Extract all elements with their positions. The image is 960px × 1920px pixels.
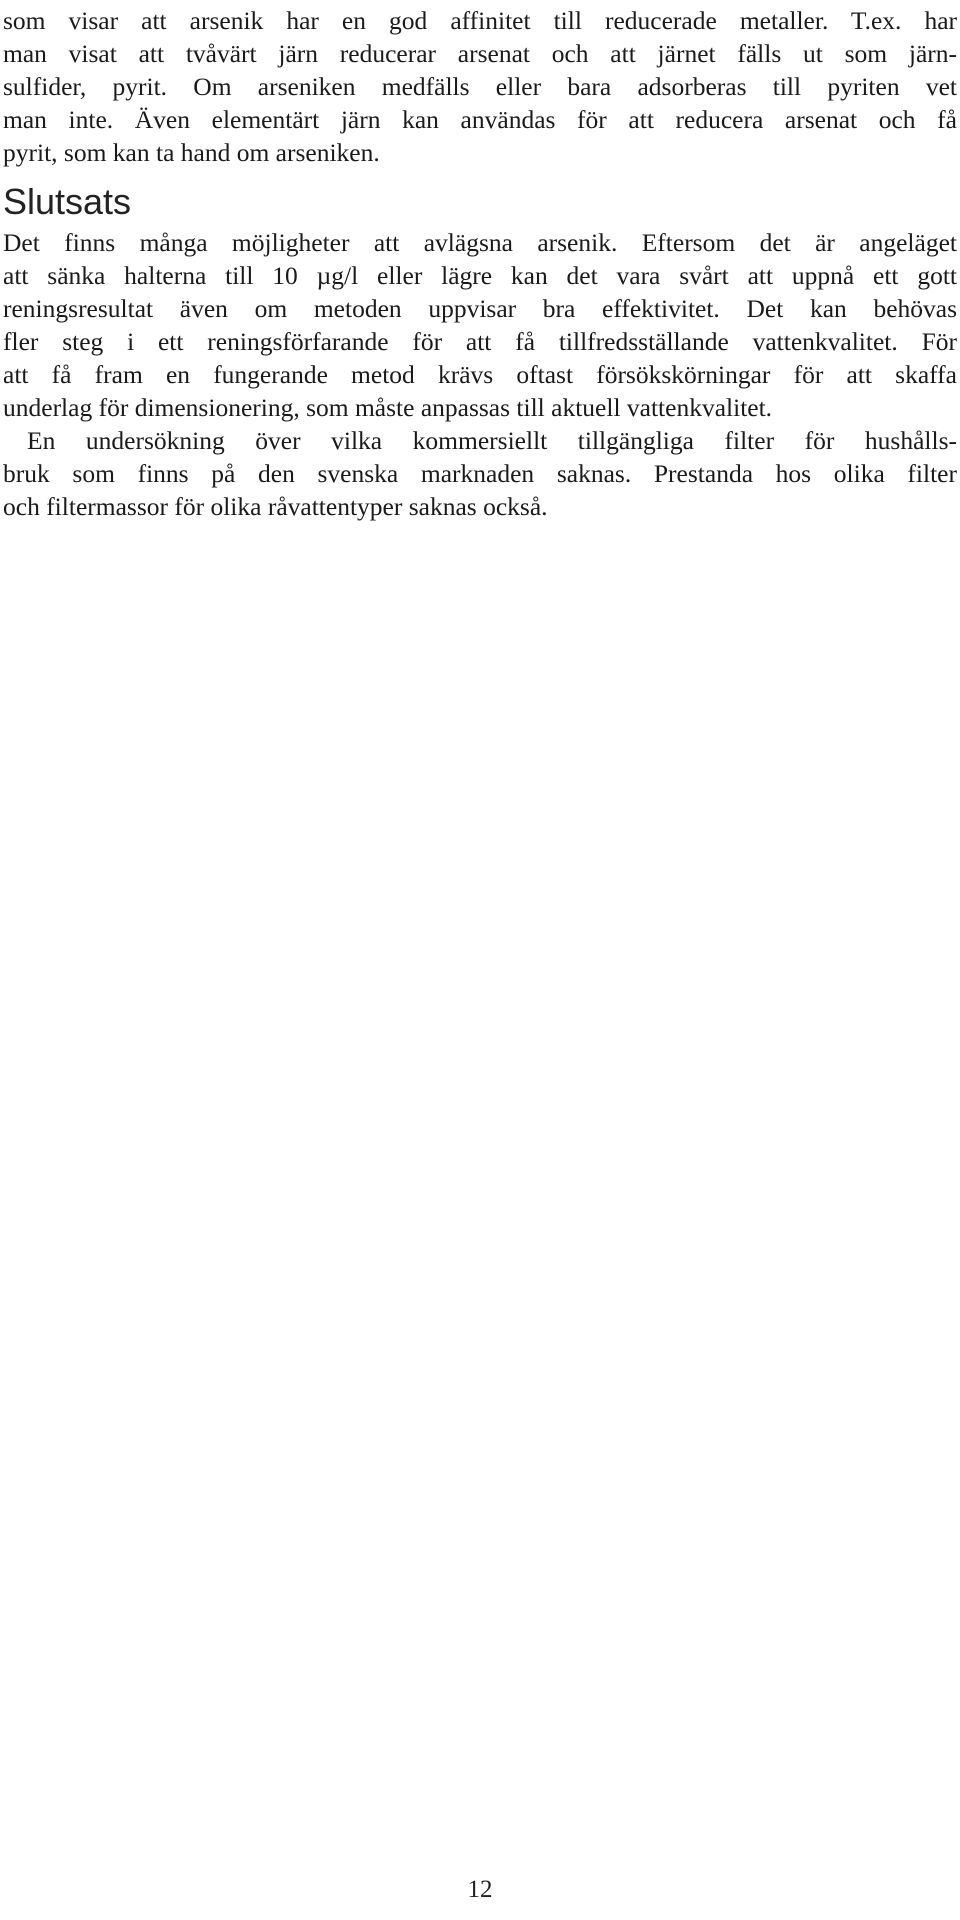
text-line: sulfider, pyrit. Om arseniken medfälls eller bara adsorberas till pyriten vet [3, 72, 957, 101]
text-line: att sänka halterna till 10 µg/l eller lägre kan det vara svårt att uppnå ett gott [3, 261, 957, 290]
text-line: fler steg i ett reningsförfarande för att få tillfredsställande vattenkvalitet. För [3, 327, 957, 356]
paragraph-top [3, 4, 957, 169]
text-line: och filtermassor för olika råvattentyper saknas också. [3, 492, 548, 521]
paragraph-survey [3, 424, 957, 523]
text-line: reningsresultat även om metoden uppvisar bra effektivitet. Det kan behövas [3, 294, 957, 323]
text-line: pyrit, som kan ta hand om arseniken. [3, 138, 380, 167]
page-number: 12 [467, 1876, 493, 1903]
paragraph-conclusion [3, 226, 957, 424]
text-line: att få fram en fungerande metod krävs oftast försökskörningar för att skaffa [3, 360, 957, 389]
text-line: Det finns många möjligheter att avlägsna arsenik. Eftersom det är angeläget [3, 228, 957, 257]
section-heading: Slutsats [3, 181, 132, 222]
text-line: man visat att tvåvärt järn reducerar arsenat och att järnet fälls ut som järn- [3, 39, 957, 68]
text-line: som visar att arsenik har en god affinitet till reducerade metaller. T.ex. har [3, 6, 957, 35]
section-body [3, 226, 957, 523]
text-line: underlag för dimensionering, som måste anpassas till aktuell vattenkvalitet. [3, 393, 773, 422]
text-line: En undersökning över vilka kommersiellt tillgängliga filter för hushålls- [27, 426, 957, 455]
text-line: man inte. Även elementärt järn kan användas för att reducera arsenat och få [3, 105, 957, 134]
text-line: bruk som finns på den svenska marknaden saknas. Prestanda hos olika filter [3, 459, 957, 488]
